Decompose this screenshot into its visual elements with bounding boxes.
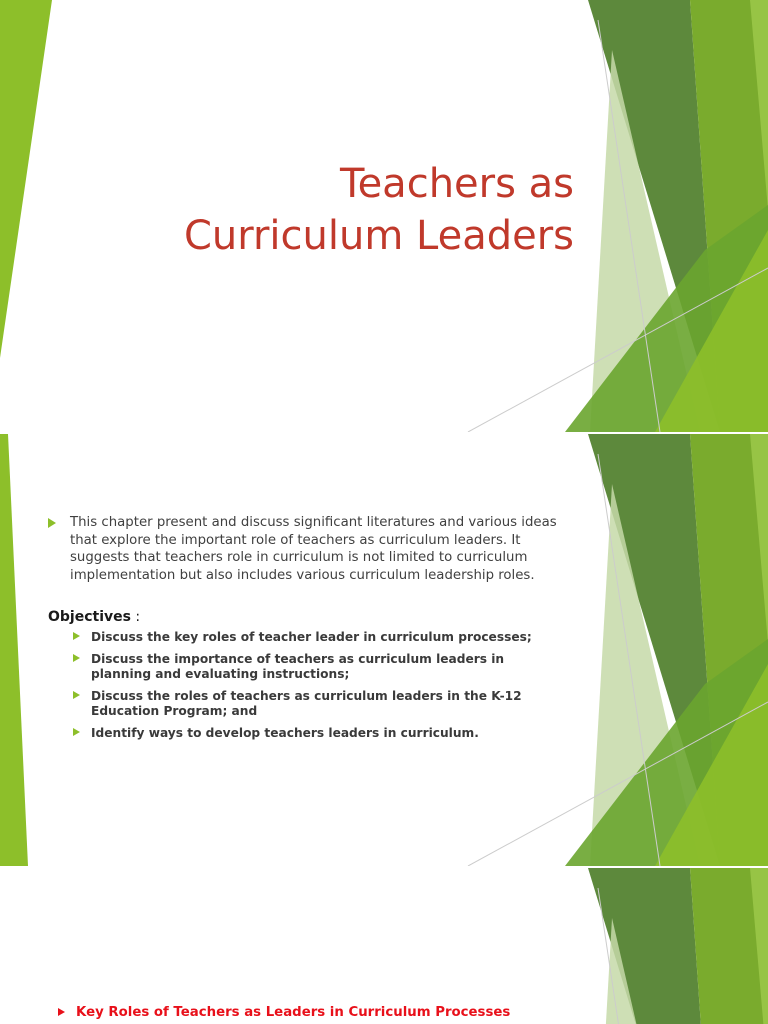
objectives-list bbox=[48, 630, 568, 741]
bullet-arrow-icon bbox=[73, 632, 80, 640]
bullet-arrow-icon bbox=[58, 1008, 65, 1016]
list-item bbox=[73, 630, 568, 646]
key-roles-heading bbox=[58, 1005, 596, 1020]
objective-text: Identify ways to develop teachers leaders in curriculum. bbox=[91, 725, 479, 740]
intro-text: This chapter present and discuss significant literatures and various ideas that explore the important role of teachers as curriculum leaders. It suggests that teachers role in curriculum is not limited to curriculum implementation but also includes various curriculum leadership roles. bbox=[70, 515, 557, 583]
list-item bbox=[73, 652, 568, 683]
slide-title[interactable] bbox=[0, 0, 768, 432]
objectives-label: Objectives bbox=[48, 609, 131, 625]
objectives-heading bbox=[48, 609, 568, 625]
objectives-colon: : bbox=[130, 609, 141, 625]
list-item bbox=[73, 726, 568, 742]
slide-title-text bbox=[94, 158, 574, 262]
left-green-strip bbox=[0, 434, 28, 866]
title-line-1: Teachers as bbox=[339, 161, 574, 207]
title-line-2: Curriculum Leaders bbox=[183, 213, 574, 259]
bullet-arrow-icon bbox=[73, 728, 80, 736]
bullet-arrow-icon bbox=[48, 518, 56, 528]
bullet-arrow-icon bbox=[73, 691, 80, 699]
slide-key-roles[interactable] bbox=[0, 868, 768, 1024]
left-green-strip bbox=[0, 0, 52, 358]
decorative-green-shapes bbox=[0, 868, 768, 1024]
bullet-arrow-icon bbox=[73, 654, 80, 662]
objectives-content bbox=[48, 514, 568, 747]
list-item bbox=[73, 689, 568, 720]
objective-text: Discuss the key roles of teacher leader in curriculum processes; bbox=[91, 630, 532, 644]
slide-objectives[interactable] bbox=[0, 434, 768, 866]
intro-bullet bbox=[48, 514, 568, 584]
key-roles-heading-text: Key Roles of Teachers as Leaders in Curriculum Processes bbox=[76, 1005, 511, 1020]
objective-text: Discuss the importance of teachers as curriculum leaders in planning and evaluating instructions; bbox=[91, 651, 505, 681]
objective-text: Discuss the roles of teachers as curriculum leaders in the K-12 Education Program; and bbox=[91, 688, 522, 718]
